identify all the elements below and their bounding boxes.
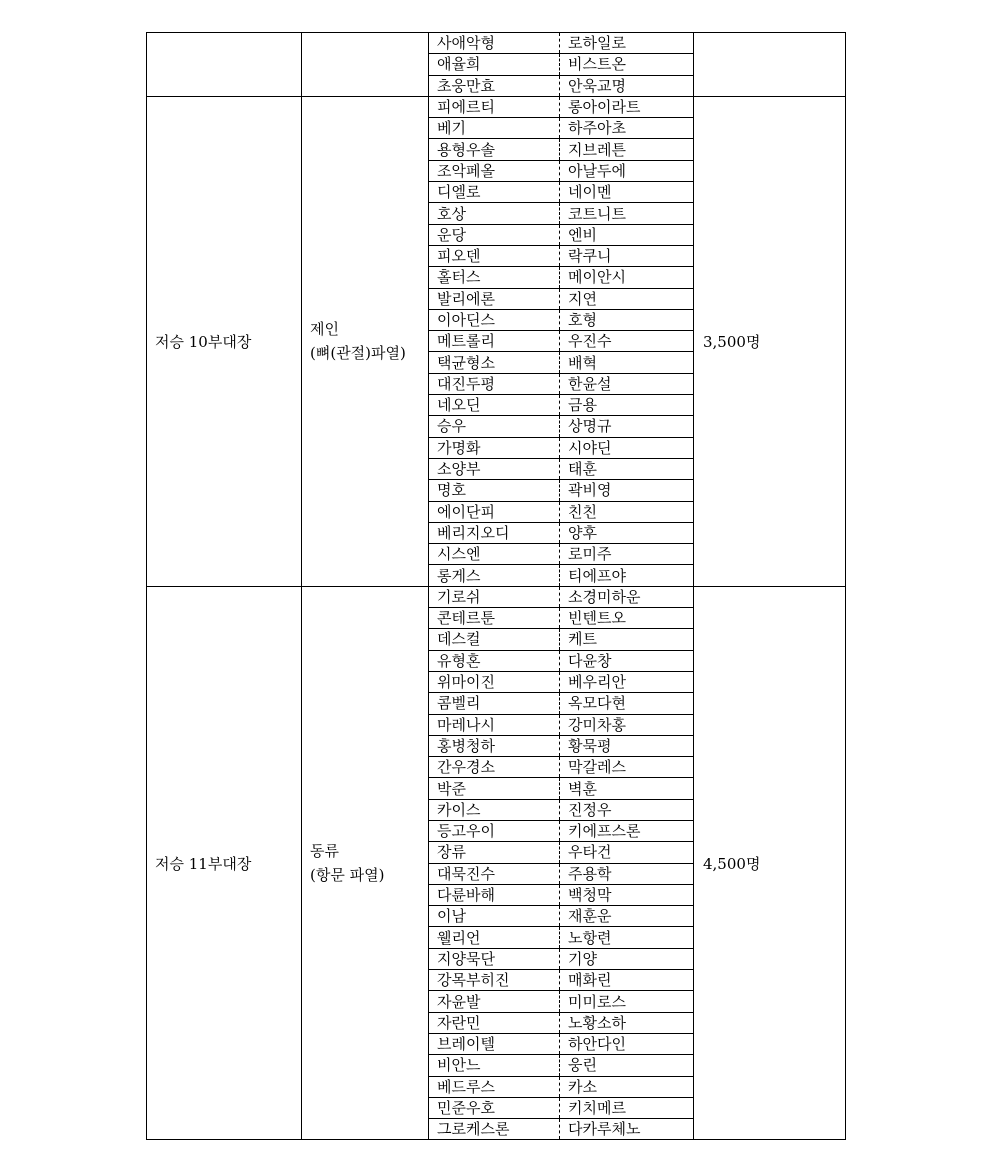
member-name-right: 노항련 xyxy=(560,927,694,948)
member-name-right: 우타건 xyxy=(560,842,694,863)
member-name-right: 하주아초 xyxy=(560,118,694,139)
member-name-left: 메트롤리 xyxy=(429,331,560,352)
member-pair-row xyxy=(429,203,693,224)
detachment-cell xyxy=(302,96,429,586)
member-name-right: 한윤설 xyxy=(560,373,694,394)
member-pair-row xyxy=(429,1076,693,1097)
roster-table xyxy=(146,32,846,1140)
member-name-right: 락쿠니 xyxy=(560,245,694,266)
member-name-left: 디엘로 xyxy=(429,182,560,203)
member-pair-row xyxy=(429,1012,693,1033)
member-name-right: 기양 xyxy=(560,948,694,969)
member-name-right: 비스트온 xyxy=(560,54,694,75)
member-pair-row xyxy=(429,948,693,969)
roster-document xyxy=(146,32,845,1140)
member-name-right: 코트니트 xyxy=(560,203,694,224)
member-name-right: 다카루체노 xyxy=(568,1120,641,1139)
member-pair-row xyxy=(429,522,693,543)
unit-leader-cell: 저승 10부대장 xyxy=(147,96,302,586)
member-name-left: 그로케스론 xyxy=(429,1119,560,1140)
member-pair-row xyxy=(429,799,693,820)
member-name-left: 베기 xyxy=(429,118,560,139)
member-name-left: 호상 xyxy=(429,203,560,224)
member-pair-row xyxy=(429,352,693,373)
member-pair-row xyxy=(429,629,693,650)
member-name-left: 발리에론 xyxy=(429,288,560,309)
member-pair-row xyxy=(429,693,693,714)
unit-group-row xyxy=(147,33,846,97)
member-name-left: 대진두평 xyxy=(429,373,560,394)
member-pair-row xyxy=(429,927,693,948)
member-name-left: 등고우이 xyxy=(429,820,560,841)
member-name-right: 벽훈 xyxy=(560,778,694,799)
member-pair-row xyxy=(429,288,693,309)
member-name-left: 카이스 xyxy=(429,799,560,820)
member-pair-row xyxy=(429,245,693,266)
member-name-left: 비안느 xyxy=(429,1055,560,1076)
member-name-left: 자란민 xyxy=(429,1012,560,1033)
member-pair-row xyxy=(429,970,693,991)
member-name-left: 기로쉬 xyxy=(429,587,560,608)
member-name-right: 빈텐트오 xyxy=(560,608,694,629)
member-name-right: 강미차홍 xyxy=(560,714,694,735)
member-name-right: 진정우 xyxy=(560,799,694,820)
member-name-right: 배혁 xyxy=(560,352,694,373)
member-name-left: 콘테르툰 xyxy=(429,608,560,629)
member-name-right: 로하일로 xyxy=(560,33,694,54)
member-pair-row xyxy=(429,437,693,458)
member-name-left: 가명화 xyxy=(429,437,560,458)
detachment-line: (항문 파열) xyxy=(310,866,385,885)
member-name-right: 안욱교명 xyxy=(568,76,626,95)
member-name-left: 피오덴 xyxy=(429,245,560,266)
member-pair-row xyxy=(429,373,693,394)
member-name-right: 옥모다현 xyxy=(560,693,694,714)
member-name-right: 양후 xyxy=(560,522,694,543)
member-name-right: 키치메르 xyxy=(560,1097,694,1118)
member-name-left: 초웅만효 xyxy=(429,75,560,96)
member-name-right: 네이멘 xyxy=(560,182,694,203)
member-name-right: 케트 xyxy=(560,629,694,650)
troop-count-cell xyxy=(694,33,846,97)
member-name-left: 택균형소 xyxy=(429,352,560,373)
member-name-right: 상명규 xyxy=(560,416,694,437)
member-pair-row xyxy=(429,1097,693,1118)
member-list-cell xyxy=(429,96,694,586)
member-name-left: 강목부히진 xyxy=(429,970,560,991)
member-pair-row xyxy=(429,416,693,437)
member-pair-row xyxy=(429,906,693,927)
member-name-left: 웰리언 xyxy=(429,927,560,948)
member-name-left: 사애악형 xyxy=(429,33,560,54)
member-pair-row xyxy=(429,757,693,778)
member-name-right: 곽비영 xyxy=(560,480,694,501)
member-pair-row xyxy=(429,267,693,288)
member-name-left: 홀터스 xyxy=(429,267,560,288)
member-pair-row xyxy=(429,587,693,608)
member-pair-row xyxy=(429,650,693,671)
unit-leader-cell xyxy=(147,33,302,97)
member-name-right: 백청막 xyxy=(560,884,694,905)
member-name-left: 운당 xyxy=(429,224,560,245)
member-list-cell xyxy=(429,33,694,97)
member-name-right: 시야딘 xyxy=(560,437,694,458)
member-name-right: 황묵평 xyxy=(560,735,694,756)
member-pair-row xyxy=(429,863,693,884)
member-name-right: 재훈운 xyxy=(560,906,694,927)
member-pair-row xyxy=(429,97,693,118)
member-name-right: 지연 xyxy=(560,288,694,309)
member-name-right: 금용 xyxy=(560,395,694,416)
member-pair-table xyxy=(429,587,693,1140)
member-name-left: 대묵진수 xyxy=(429,863,560,884)
member-name-left: 위마이진 xyxy=(429,671,560,692)
member-pair-row xyxy=(429,33,693,54)
member-pair-row xyxy=(429,714,693,735)
member-pair-row xyxy=(429,1119,693,1140)
member-name-right: 미미로스 xyxy=(560,991,694,1012)
member-pair-row xyxy=(429,458,693,479)
member-pair-row xyxy=(429,160,693,181)
detachment-cell xyxy=(302,586,429,1140)
member-name-right: 주용학 xyxy=(560,863,694,884)
member-name-left: 다륜바해 xyxy=(429,884,560,905)
member-name-right: 키에프스론 xyxy=(560,820,694,841)
member-name-right: 지브레튼 xyxy=(560,139,694,160)
member-name-left: 이아딘스 xyxy=(429,309,560,330)
member-name-left: 승우 xyxy=(429,416,560,437)
member-pair-table xyxy=(429,97,693,586)
member-name-right: 소경미하운 xyxy=(560,587,694,608)
member-pair-row xyxy=(429,735,693,756)
member-name-left: 박준 xyxy=(429,778,560,799)
member-pair-row xyxy=(429,820,693,841)
member-name-left: 데스컬 xyxy=(429,629,560,650)
member-list-cell xyxy=(429,586,694,1140)
member-pair-row xyxy=(429,778,693,799)
member-pair-row xyxy=(429,480,693,501)
roster-body xyxy=(147,33,846,1140)
member-pair-row xyxy=(429,54,693,75)
member-name-left: 애율희 xyxy=(429,54,560,75)
member-name-right: 웅린 xyxy=(560,1055,694,1076)
member-pair-row xyxy=(429,671,693,692)
member-name-right: 카소 xyxy=(560,1076,694,1097)
member-name-right: 태훈 xyxy=(560,458,694,479)
detachment-line: 제인 xyxy=(310,320,339,339)
member-name-left: 조악페올 xyxy=(429,160,560,181)
member-pair-row xyxy=(429,1055,693,1076)
member-name-left: 시스엔 xyxy=(429,544,560,565)
member-name-right: 롱아이라트 xyxy=(560,97,694,118)
member-name-right: 베우리안 xyxy=(560,671,694,692)
member-name-left: 용형우솔 xyxy=(429,139,560,160)
member-pair-row xyxy=(429,608,693,629)
unit-group-row xyxy=(147,96,846,586)
detachment-line: (뼈(관절)파열) xyxy=(310,344,406,363)
member-name-right: 메이안시 xyxy=(560,267,694,288)
member-name-left: 브레이텔 xyxy=(429,1033,560,1054)
member-name-left: 이남 xyxy=(429,906,560,927)
member-name-left: 네오딘 xyxy=(429,395,560,416)
member-name-right: 로미주 xyxy=(560,544,694,565)
member-name-right: 다윤창 xyxy=(560,650,694,671)
member-name-left: 지양묵단 xyxy=(429,948,560,969)
member-pair-row xyxy=(429,309,693,330)
member-pair-row xyxy=(429,395,693,416)
troop-count-cell: 4,500명 xyxy=(694,586,846,1140)
member-name-left: 소양부 xyxy=(429,458,560,479)
member-name-right: 친친 xyxy=(560,501,694,522)
member-name-left: 피에르티 xyxy=(429,97,560,118)
member-pair-row xyxy=(429,331,693,352)
member-name-left: 롱게스 xyxy=(429,565,560,586)
member-name-left: 홍병청하 xyxy=(429,735,560,756)
member-name-left: 콤벨리 xyxy=(429,693,560,714)
member-name-right: 매화린 xyxy=(560,970,694,991)
member-name-right: 하안다인 xyxy=(560,1033,694,1054)
member-pair-row xyxy=(429,884,693,905)
unit-leader-cell: 저승 11부대장 xyxy=(147,586,302,1140)
member-name-right: 엔비 xyxy=(560,224,694,245)
member-pair-row xyxy=(429,991,693,1012)
detachment-cell xyxy=(302,33,429,97)
member-pair-row xyxy=(429,842,693,863)
troop-count-cell: 3,500명 xyxy=(694,96,846,586)
unit-group-row xyxy=(147,586,846,1140)
member-name-left: 장류 xyxy=(429,842,560,863)
member-pair-row xyxy=(429,501,693,522)
member-name-left: 마레나시 xyxy=(429,714,560,735)
member-pair-row xyxy=(429,1033,693,1054)
detachment-line: 동류 xyxy=(310,842,339,861)
member-name-left: 민준우호 xyxy=(429,1097,560,1118)
member-name-left: 자윤발 xyxy=(429,991,560,1012)
member-name-left: 베리지오디 xyxy=(429,522,560,543)
member-name-right: 막갈레스 xyxy=(560,757,694,778)
member-name-right: 우진수 xyxy=(560,331,694,352)
member-name-right: 호형 xyxy=(560,309,694,330)
member-pair-row xyxy=(429,139,693,160)
member-name-left: 에이단피 xyxy=(429,501,560,522)
member-name-right: 노황소하 xyxy=(560,1012,694,1033)
member-name-left: 베드루스 xyxy=(429,1076,560,1097)
member-pair-row xyxy=(429,544,693,565)
member-name-left: 간우경소 xyxy=(429,757,560,778)
member-name-left: 명호 xyxy=(429,480,560,501)
member-pair-row xyxy=(429,182,693,203)
member-pair-table xyxy=(429,33,693,96)
member-pair-row xyxy=(429,118,693,139)
member-name-left: 유형혼 xyxy=(429,650,560,671)
member-name-right: 티에프야 xyxy=(568,566,626,585)
member-pair-row xyxy=(429,75,693,96)
member-name-right: 아날두에 xyxy=(560,160,694,181)
member-pair-row xyxy=(429,224,693,245)
member-pair-row xyxy=(429,565,693,586)
